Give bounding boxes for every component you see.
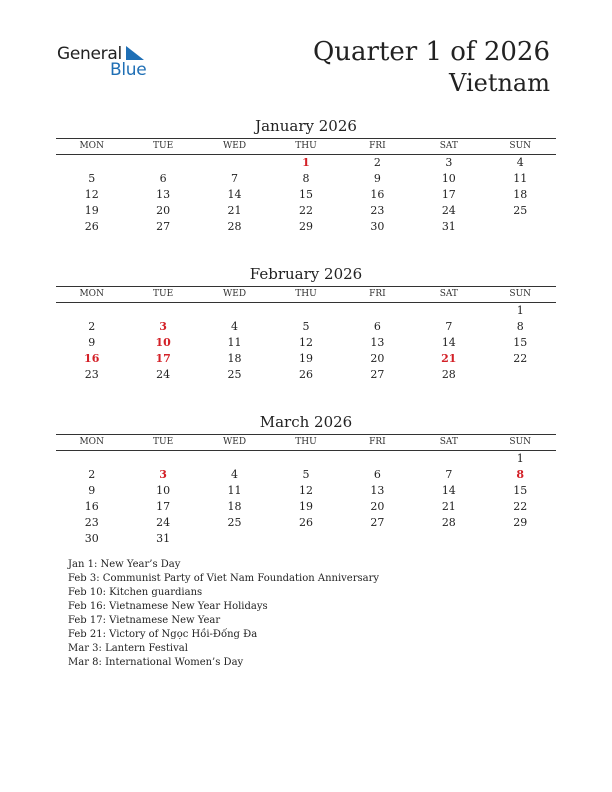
- day-cell: 27: [370, 516, 385, 529]
- holiday-note: Mar 3: Lantern Festival: [68, 643, 188, 654]
- day-cell: 11: [227, 484, 242, 497]
- holiday-note: Jan 1: New Year’s Day: [68, 559, 181, 570]
- day-cell: 1: [516, 304, 524, 317]
- day-cell: 11: [227, 336, 242, 349]
- day-cell: [270, 531, 341, 547]
- day-cell: 17: [441, 188, 456, 201]
- day-cell: [199, 451, 270, 467]
- weekday-label: MON: [79, 437, 104, 447]
- day-cell: 28: [441, 368, 456, 381]
- weekday-label: THU: [295, 141, 317, 151]
- day-cell: [199, 531, 270, 547]
- weekday-label: WED: [223, 437, 247, 447]
- day-cell: 13: [156, 188, 171, 201]
- day-cell: 6: [373, 320, 381, 333]
- day-cell: 20: [370, 500, 385, 513]
- month-title: February 2026: [249, 265, 363, 283]
- weekday-label: WED: [223, 141, 247, 151]
- weekday-label: THU: [295, 437, 317, 447]
- day-cell: 18: [513, 188, 528, 201]
- day-cell: 13: [370, 484, 385, 497]
- week-row: [56, 515, 556, 531]
- day-cell: 5: [302, 320, 310, 333]
- week-row: [56, 203, 556, 219]
- day-cell: 20: [156, 204, 171, 217]
- day-cell: 1: [516, 452, 524, 465]
- weekday-label: THU: [295, 289, 317, 299]
- day-cell: [127, 155, 198, 171]
- holiday-day: 10: [155, 336, 171, 349]
- week-row: [56, 187, 556, 203]
- day-cell: 23: [84, 516, 99, 529]
- day-cell: 31: [441, 220, 456, 233]
- day-cell: 5: [88, 172, 96, 185]
- day-cell: 2: [88, 468, 96, 481]
- weekday-label: WED: [223, 289, 247, 299]
- day-cell: [342, 303, 413, 319]
- day-cell: 26: [84, 220, 99, 233]
- day-cell: 9: [88, 484, 96, 497]
- week-row: [56, 219, 556, 235]
- day-cell: 2: [373, 156, 381, 169]
- month-title: January 2026: [255, 117, 357, 135]
- weekday-label: FRI: [369, 289, 386, 299]
- week-row: [56, 155, 556, 171]
- day-cell: 27: [156, 220, 171, 233]
- day-cell: 19: [84, 204, 99, 217]
- day-cell: 8: [302, 172, 310, 185]
- day-cell: 10: [156, 484, 171, 497]
- day-cell: 30: [370, 220, 385, 233]
- weekday-label: SAT: [439, 141, 458, 151]
- holiday-note: Feb 10: Kitchen guardians: [68, 587, 203, 598]
- day-cell: 25: [227, 368, 242, 381]
- weekday-label: TUE: [153, 437, 174, 447]
- day-cell: [270, 303, 341, 319]
- weekday-label: FRI: [369, 437, 386, 447]
- day-cell: 23: [84, 368, 99, 381]
- day-cell: 25: [227, 516, 242, 529]
- day-cell: 14: [441, 484, 456, 497]
- month-calendar: [56, 412, 556, 547]
- day-cell: 28: [441, 516, 456, 529]
- day-cell: 22: [513, 500, 528, 513]
- day-cell: 24: [441, 204, 456, 217]
- brand-name-blue: Blue: [110, 60, 147, 80]
- day-cell: 7: [445, 468, 453, 481]
- weekday-header: [56, 139, 556, 155]
- day-cell: 9: [88, 336, 96, 349]
- weekday-label: TUE: [153, 289, 174, 299]
- day-cell: 14: [227, 188, 242, 201]
- day-cell: 28: [227, 220, 242, 233]
- weekday-label: SUN: [509, 141, 532, 151]
- day-cell: 18: [227, 500, 242, 513]
- day-cell: 11: [513, 172, 528, 185]
- day-cell: [56, 155, 127, 171]
- holiday-day: 8: [516, 468, 525, 481]
- day-cell: 3: [445, 156, 453, 169]
- day-cell: [127, 451, 198, 467]
- holiday-day: 21: [441, 352, 457, 365]
- day-cell: 14: [441, 336, 456, 349]
- holiday-day: 17: [155, 352, 171, 365]
- day-cell: [270, 451, 341, 467]
- day-cell: 18: [227, 352, 242, 365]
- day-cell: 7: [445, 320, 453, 333]
- day-cell: [56, 303, 127, 319]
- weekday-label: SUN: [509, 289, 532, 299]
- day-cell: [199, 155, 270, 171]
- day-cell: [199, 303, 270, 319]
- day-cell: [413, 451, 484, 467]
- day-cell: 13: [370, 336, 385, 349]
- day-cell: [413, 303, 484, 319]
- weekday-label: SUN: [509, 437, 532, 447]
- day-cell: 21: [441, 500, 456, 513]
- day-cell: 12: [298, 484, 313, 497]
- holiday-day: 1: [302, 156, 310, 169]
- day-cell: 10: [441, 172, 456, 185]
- day-cell: 31: [156, 532, 171, 545]
- day-cell: 2: [88, 320, 96, 333]
- brand-name-general: General: [57, 44, 122, 64]
- day-cell: [485, 531, 556, 547]
- day-cell: 22: [513, 352, 528, 365]
- weekday-label: MON: [79, 289, 104, 299]
- day-cell: 17: [156, 500, 171, 513]
- day-cell: 8: [516, 320, 524, 333]
- day-cell: 7: [231, 172, 239, 185]
- day-cell: [413, 531, 484, 547]
- day-cell: 4: [516, 156, 524, 169]
- day-cell: 15: [513, 336, 528, 349]
- holiday-note: Feb 17: Vietnamese New Year: [68, 615, 221, 626]
- day-cell: 29: [298, 220, 313, 233]
- day-cell: 25: [513, 204, 528, 217]
- holiday-day: 3: [159, 320, 167, 333]
- holiday-day: 16: [84, 352, 100, 365]
- day-cell: 16: [370, 188, 385, 201]
- weekday-label: TUE: [153, 141, 174, 151]
- week-row: [56, 483, 556, 499]
- day-cell: 22: [298, 204, 313, 217]
- day-cell: 6: [159, 172, 167, 185]
- week-row: [56, 335, 556, 351]
- day-cell: 16: [84, 500, 99, 513]
- page-title: [313, 36, 550, 98]
- day-cell: 21: [227, 204, 242, 217]
- week-row: [56, 351, 556, 367]
- day-cell: 9: [373, 172, 381, 185]
- week-row: [56, 499, 556, 515]
- day-cell: [127, 303, 198, 319]
- day-cell: 5: [302, 468, 310, 481]
- day-cell: 26: [298, 516, 313, 529]
- quarter-title: Quarter 1 of 2026: [312, 37, 550, 67]
- holiday-note: Feb 3: Communist Party of Viet Nam Foundation Anniversary: [68, 573, 380, 584]
- holiday-note: Mar 8: International Women’s Day: [68, 657, 244, 668]
- day-cell: 20: [370, 352, 385, 365]
- brand-logo: [57, 44, 157, 84]
- weekday-label: SAT: [439, 437, 458, 447]
- day-cell: 19: [298, 352, 313, 365]
- weekday-label: FRI: [369, 141, 386, 151]
- day-cell: 12: [298, 336, 313, 349]
- week-row: [56, 171, 556, 187]
- holiday-day: 3: [159, 468, 167, 481]
- week-row: [56, 451, 556, 467]
- holiday-note: Feb 16: Vietnamese New Year Holidays: [68, 601, 268, 612]
- holiday-notes: [68, 558, 379, 670]
- month-calendar: [56, 264, 556, 383]
- day-cell: 4: [231, 320, 239, 333]
- day-cell: 15: [513, 484, 528, 497]
- day-cell: 29: [513, 516, 528, 529]
- day-cell: 30: [84, 532, 99, 545]
- weekday-header: [56, 435, 556, 451]
- day-cell: 19: [298, 500, 313, 513]
- month-calendar: [56, 116, 556, 235]
- weekday-header: [56, 287, 556, 303]
- week-row: [56, 303, 556, 319]
- day-cell: [485, 219, 556, 235]
- day-cell: 15: [298, 188, 313, 201]
- day-cell: 26: [298, 368, 313, 381]
- country-title: Vietnam: [449, 69, 550, 97]
- day-cell: 24: [156, 368, 171, 381]
- day-cell: [56, 451, 127, 467]
- day-cell: 6: [373, 468, 381, 481]
- day-cell: [342, 451, 413, 467]
- weekday-label: MON: [79, 141, 104, 151]
- day-cell: 27: [370, 368, 385, 381]
- week-row: [56, 367, 556, 383]
- week-row: [56, 467, 556, 483]
- day-cell: 23: [370, 204, 385, 217]
- day-cell: [485, 367, 556, 383]
- week-row: [56, 531, 556, 547]
- week-row: [56, 319, 556, 335]
- weekday-label: SAT: [439, 289, 458, 299]
- holiday-note: Feb 21: Victory of Ngọc Hồi-Đống Đa: [68, 629, 258, 640]
- day-cell: 12: [84, 188, 99, 201]
- day-cell: 24: [156, 516, 171, 529]
- day-cell: 4: [231, 468, 239, 481]
- month-title: March 2026: [259, 413, 353, 431]
- day-cell: [342, 531, 413, 547]
